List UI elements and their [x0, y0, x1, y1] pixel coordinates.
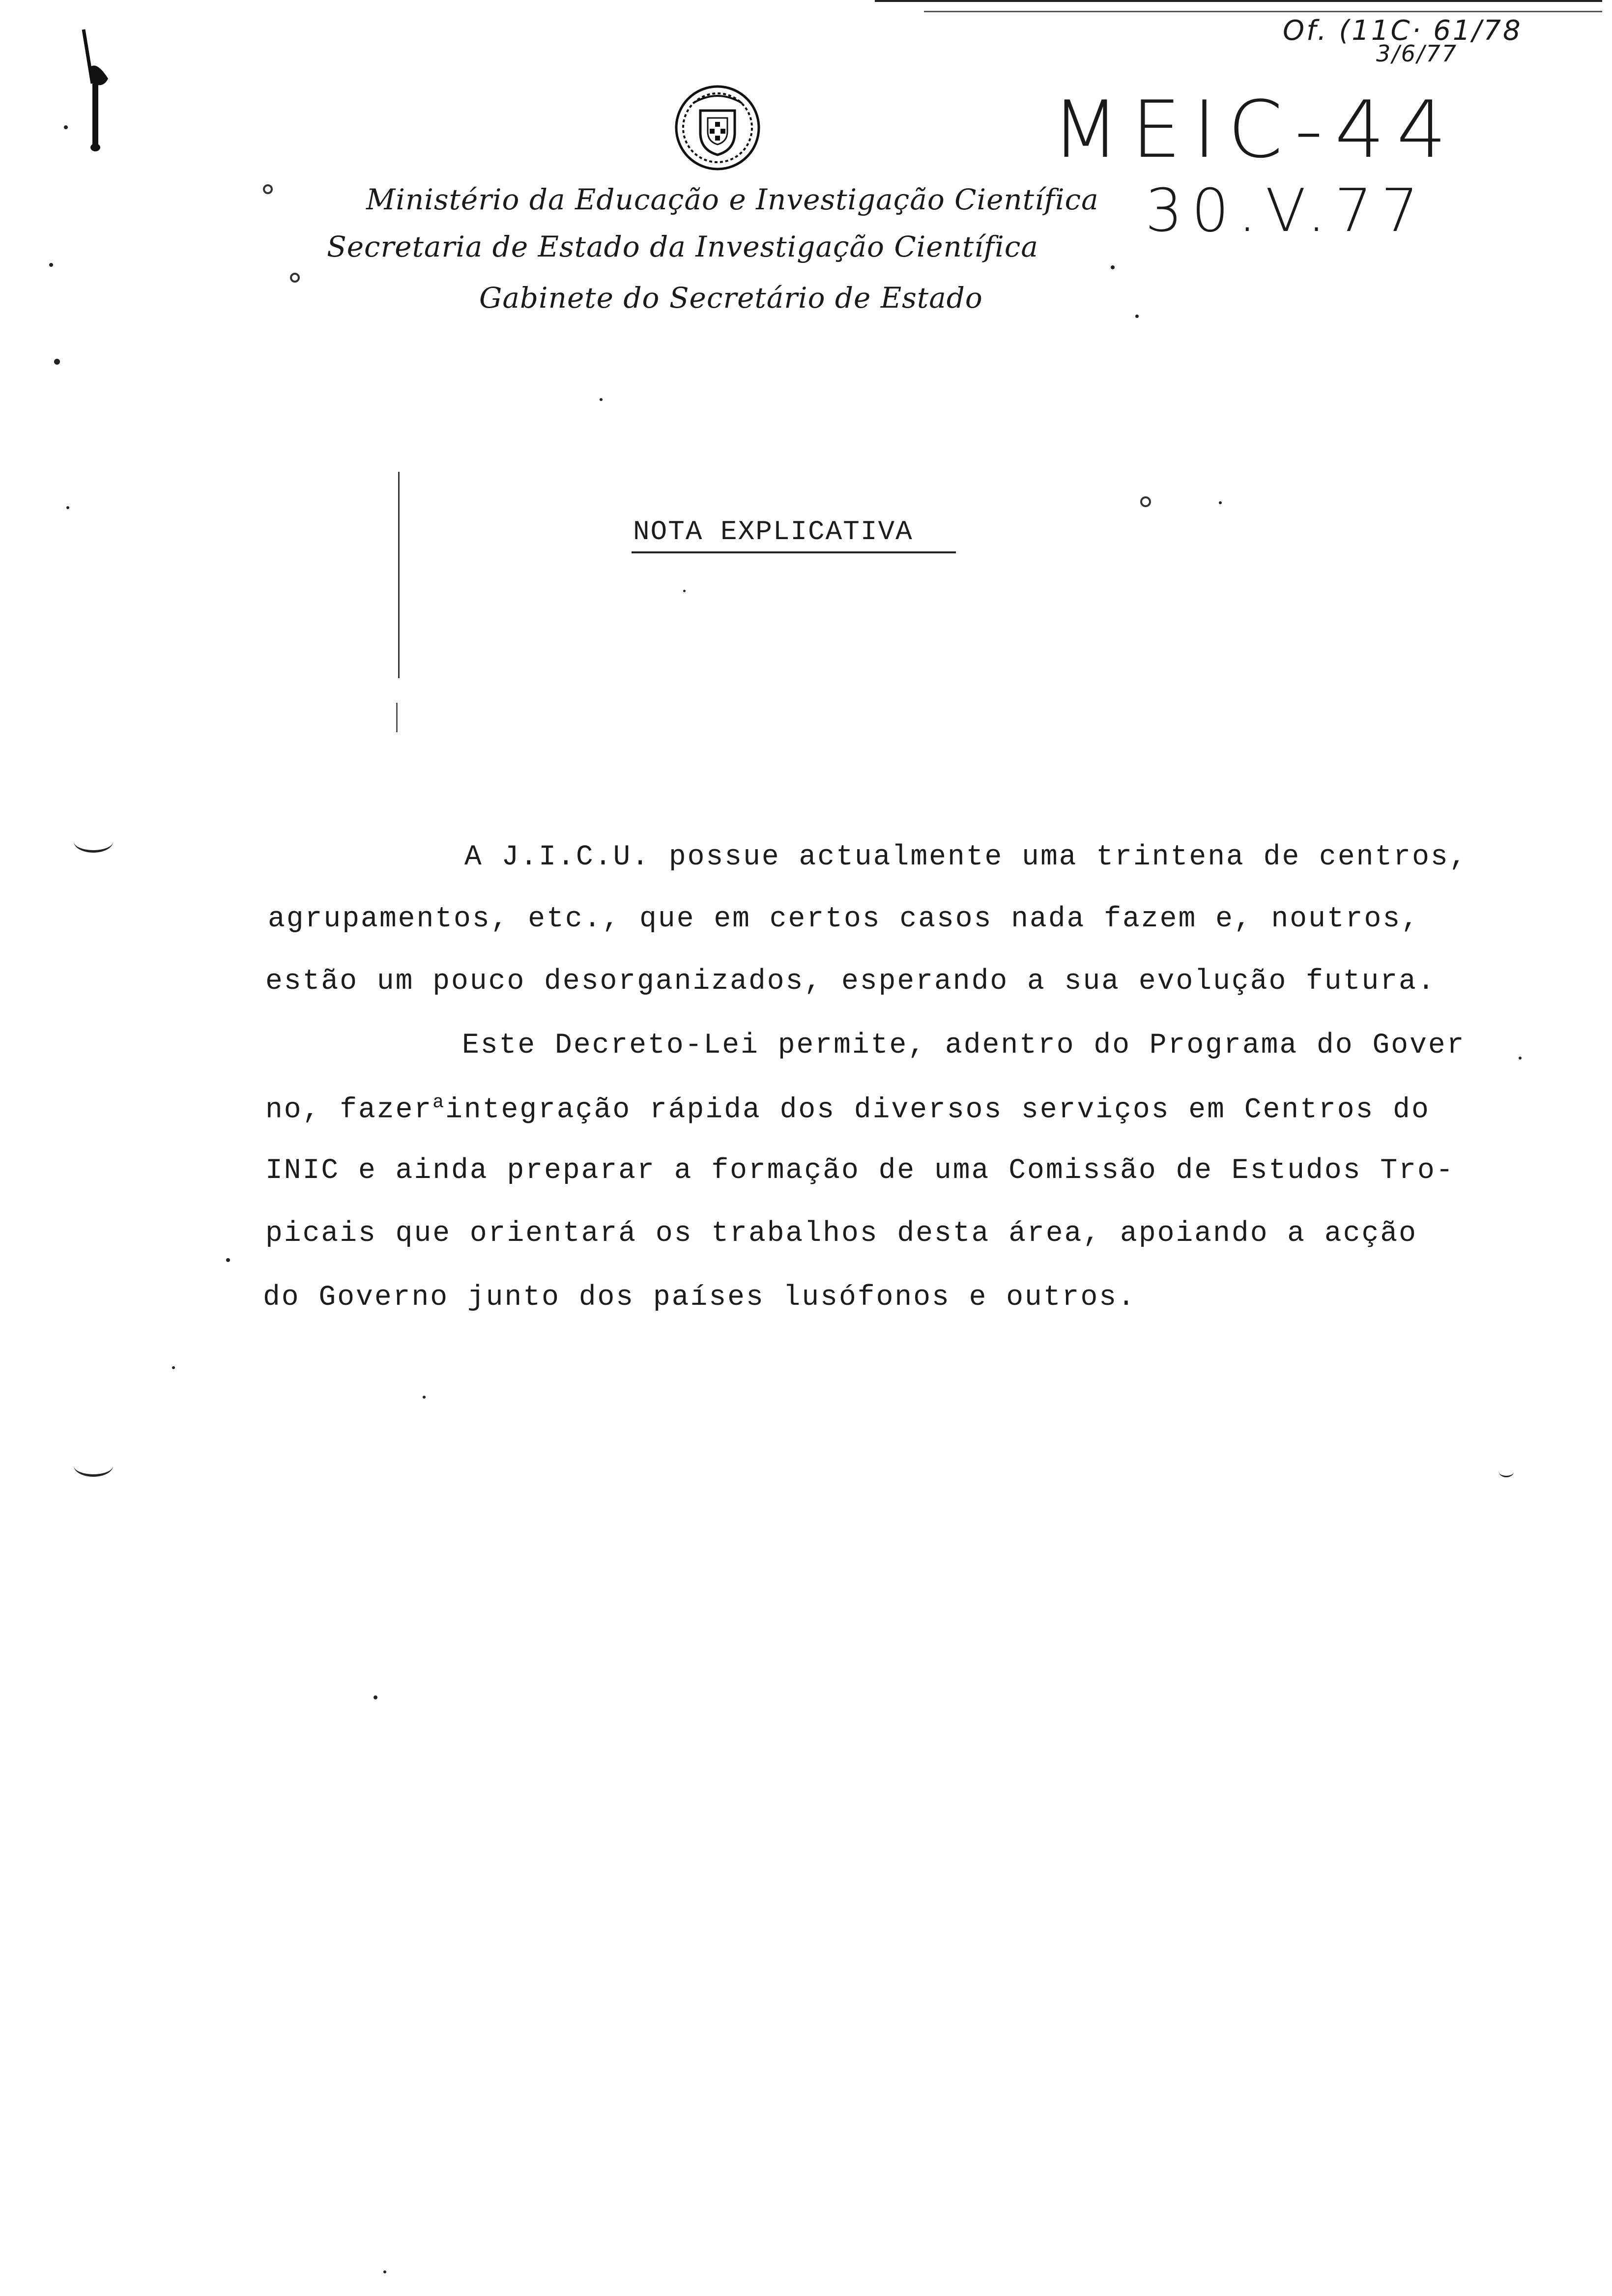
top-edge-rule — [875, 0, 1602, 2]
speck — [600, 398, 603, 401]
paragraph-2-text: integração rápida dos diversos serviços em Centros do — [445, 1094, 1430, 1126]
speck — [172, 1366, 175, 1369]
punch-ring — [290, 273, 300, 283]
letterhead-cabinet: Gabinete do Secretário de Estado — [479, 281, 983, 315]
paragraph-2-line: INIC e ainda preparar a formação de uma Comissão de Estudos Tro- — [265, 1155, 1455, 1187]
punch-ring — [263, 184, 273, 194]
paragraph-1-line: estão um pouco desorganizados, esperando a sua evolução futura. — [265, 966, 1436, 998]
paragraph-2-line: picais que orientará os trabalhos desta área, apoiando a acção — [265, 1218, 1417, 1250]
paragraph-2-text: no, fazer — [265, 1094, 433, 1126]
speck — [383, 2270, 386, 2273]
coat-of-arms-seal-icon — [673, 84, 762, 172]
handwritten-file-code: MEIC-44 — [1052, 84, 1459, 175]
speck — [1135, 315, 1139, 318]
speck — [64, 125, 68, 129]
punch-ring — [1140, 496, 1151, 507]
speck — [1219, 501, 1222, 504]
margin-line — [398, 472, 400, 678]
paragraph-1-line: A J.I.C.U. possue actualmente uma trintena de centros, — [464, 841, 1468, 873]
superscript-article: a — [432, 1092, 446, 1113]
letterhead-secretariat: Secretaria de Estado da Investigação Científica — [327, 230, 1038, 263]
speck — [1111, 265, 1115, 269]
paragraph-2-line — [265, 1092, 1430, 1126]
margin-line-fragment — [396, 703, 398, 732]
punch-hole-mark — [1499, 1467, 1514, 1477]
top-edge-rule-secondary — [924, 11, 1602, 12]
paragraph-1-line: agrupamentos, etc., que em certos casos nada fazem e, noutros, — [268, 903, 1420, 935]
punch-hole-mark — [74, 831, 113, 853]
speck — [683, 590, 686, 592]
paragraph-2-line: do Governo junto dos países lusófonos e outros. — [263, 1282, 1136, 1314]
speck — [49, 263, 53, 267]
punch-hole-mark — [74, 1455, 113, 1477]
speck — [1519, 1057, 1522, 1060]
handwritten-reference-date: 3/6/77 — [1376, 40, 1458, 67]
speck — [66, 506, 69, 509]
speck — [54, 359, 60, 365]
handwritten-date: 30.V.77 — [1145, 177, 1428, 245]
speck — [423, 1396, 426, 1399]
binding-mark-icon — [74, 25, 118, 152]
title-underline — [632, 551, 956, 553]
speck — [226, 1258, 230, 1262]
paragraph-2-line: Este Decreto-Lei permite, adentro do Programa do Gover — [462, 1030, 1466, 1062]
letterhead-ministry: Ministério da Educação e Investigação Científica — [366, 183, 1099, 216]
handwritten-reference: Of. (11C· 61/78 — [1283, 15, 1523, 47]
document-title: NOTA EXPLICATIVA — [633, 516, 913, 547]
speck — [374, 1695, 377, 1699]
